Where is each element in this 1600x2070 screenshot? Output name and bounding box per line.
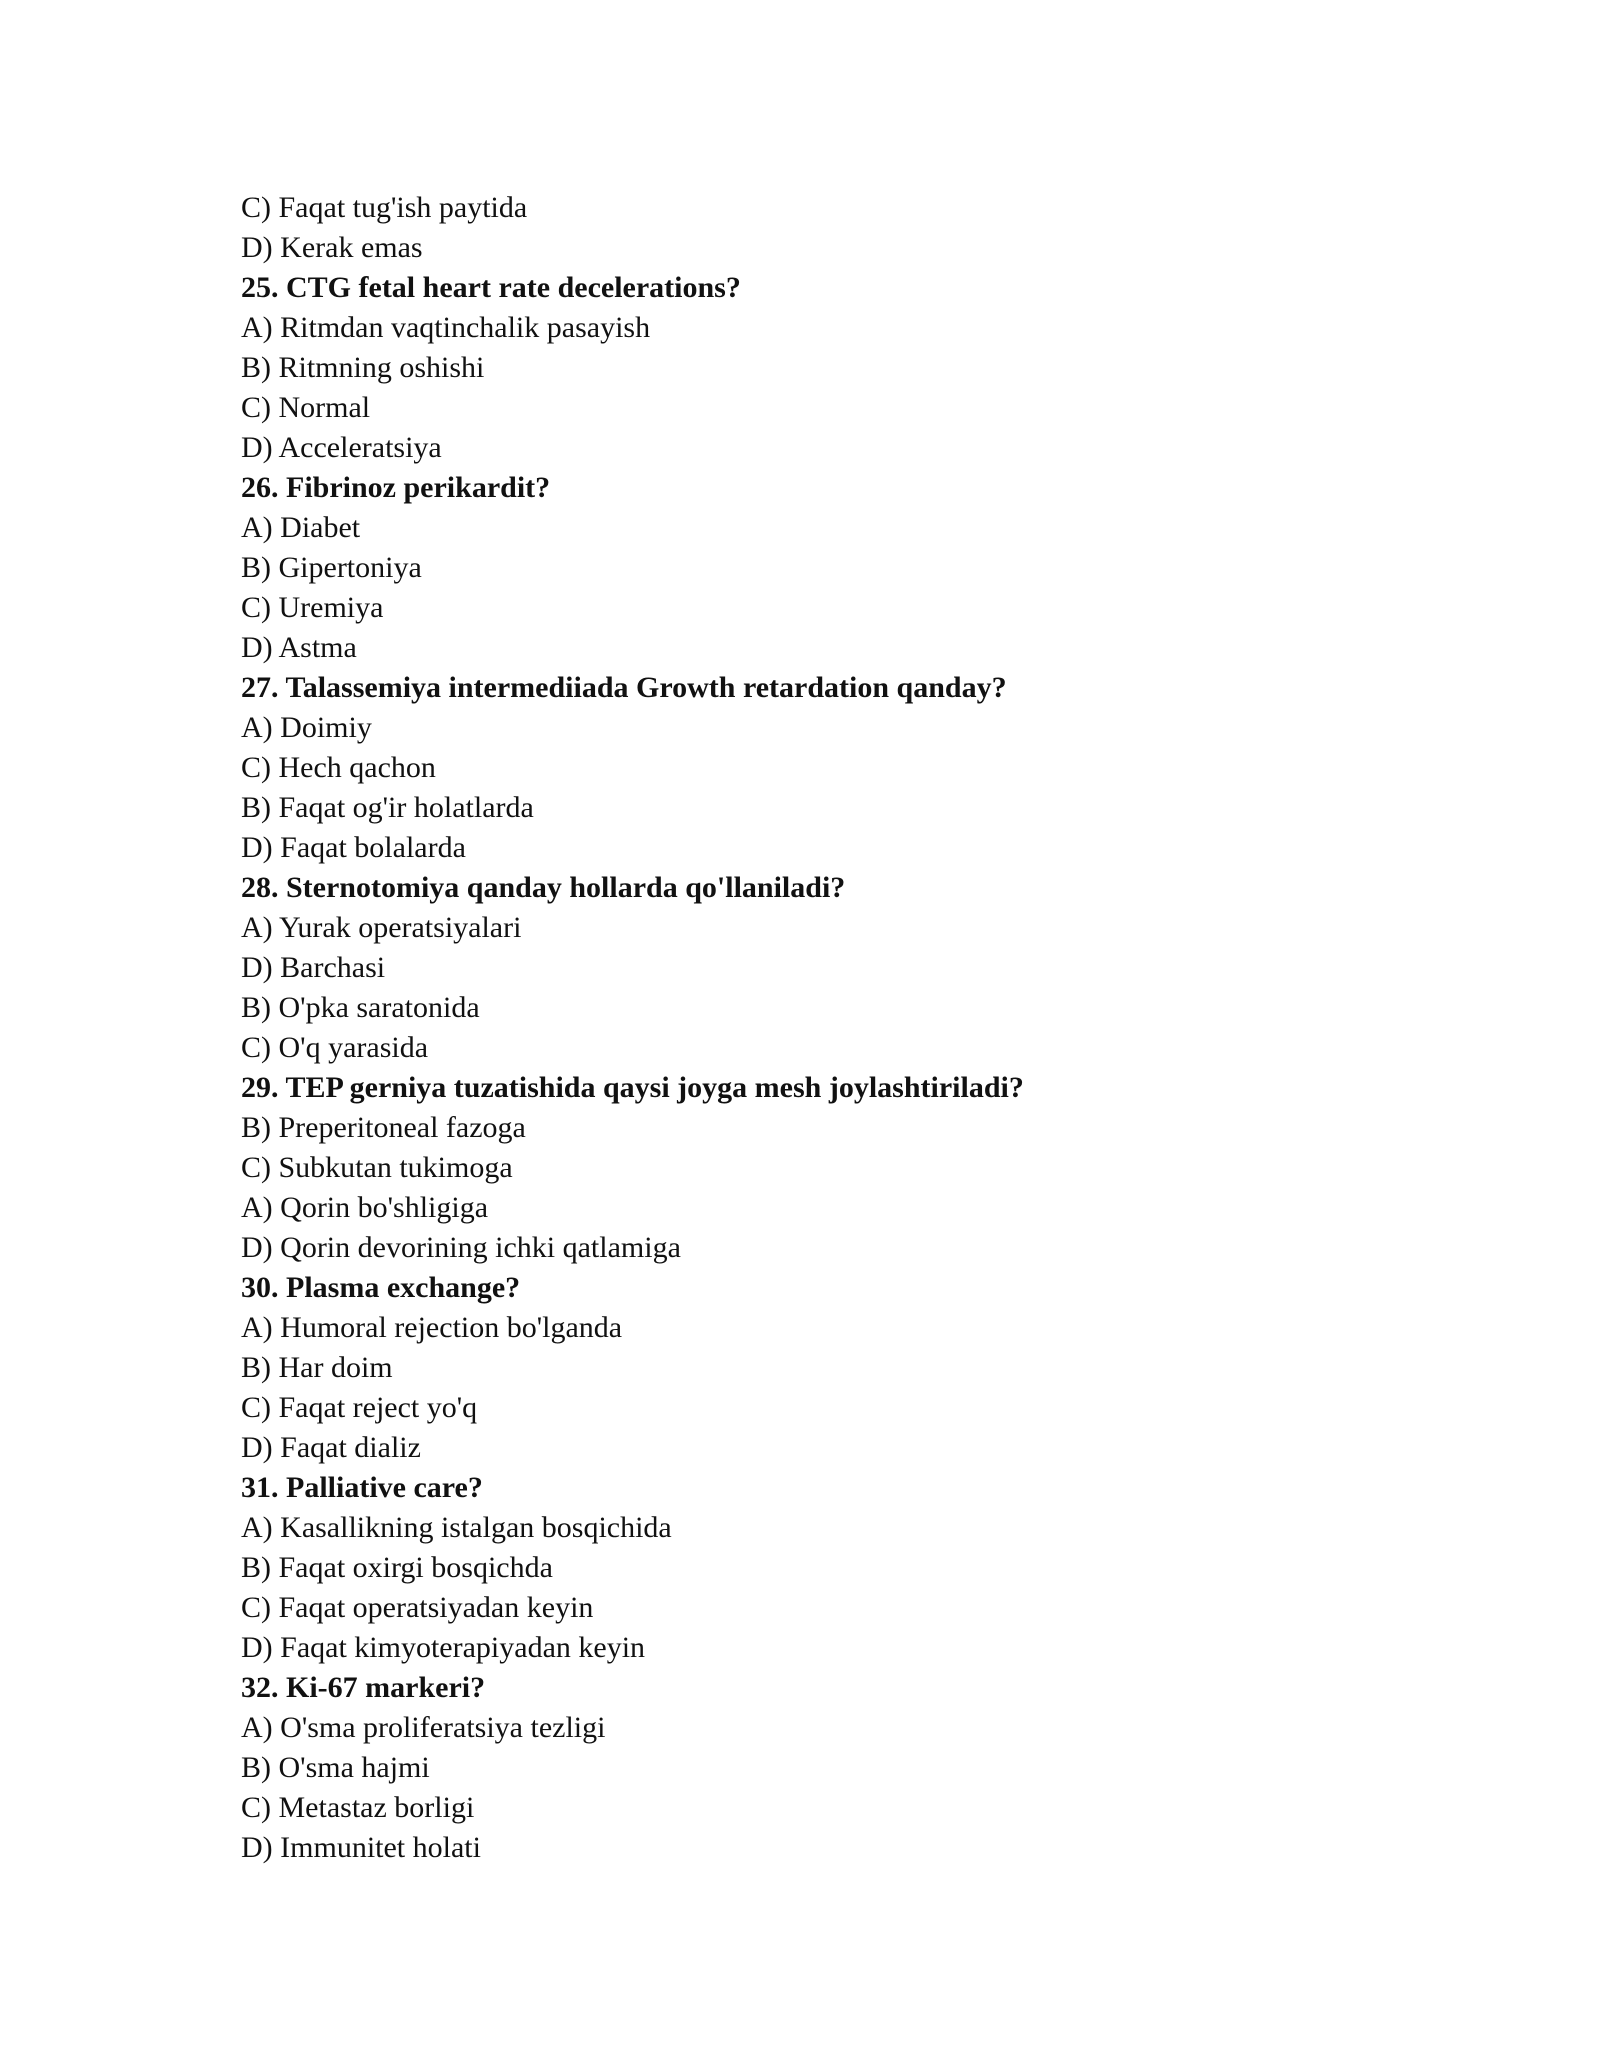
- answer-option: C) O'q yarasida: [241, 1031, 429, 1064]
- answer-option: A) Diabet: [241, 511, 361, 544]
- answer-option: B) Faqat oxirgi bosqichda: [241, 1551, 553, 1584]
- answer-option: C) Normal: [241, 391, 371, 424]
- answer-option: A) Kasallikning istalgan bosqichida: [241, 1511, 672, 1544]
- answer-option: A) Qorin bo'shligiga: [241, 1191, 489, 1224]
- answer-option: B) Faqat og'ir holatlarda: [241, 791, 534, 824]
- answer-option: A) Ritmdan vaqtinchalik pasayish: [241, 311, 651, 344]
- answer-option: C) Hech qachon: [241, 751, 436, 784]
- answer-option: D) Acceleratsiya: [241, 431, 442, 464]
- question-heading: 28. Sternotomiya qanday hollarda qo'llaniladi?: [241, 871, 846, 904]
- answer-option: C) Uremiya: [241, 591, 384, 624]
- answer-option: C) Metastaz borligi: [241, 1791, 475, 1824]
- answer-option: D) Faqat kimyoterapiyadan keyin: [241, 1631, 646, 1664]
- answer-option: A) Humoral rejection bo'lganda: [241, 1311, 623, 1344]
- question-heading: 31. Palliative care?: [241, 1471, 483, 1504]
- answer-option: D) Faqat dializ: [241, 1431, 421, 1464]
- document-page: [241, 188, 1441, 1868]
- question-heading: 27. Talassemiya intermediiada Growth retardation qanday?: [241, 671, 1007, 704]
- question-heading: 32. Ki-67 markeri?: [241, 1671, 486, 1704]
- answer-option: C) Subkutan tukimoga: [241, 1151, 513, 1184]
- answer-option: D) Astma: [241, 631, 357, 664]
- answer-option: C) Faqat operatsiyadan keyin: [241, 1591, 594, 1624]
- question-heading: 29. TEP gerniya tuzatishida qaysi joyga mesh joylashtiriladi?: [241, 1071, 1024, 1104]
- answer-option: D) Barchasi: [241, 951, 386, 984]
- answer-option: D) Faqat bolalarda: [241, 831, 466, 864]
- answer-option: D) Immunitet holati: [241, 1831, 481, 1864]
- question-heading: 25. CTG fetal heart rate decelerations?: [241, 271, 741, 304]
- answer-option: C) Faqat tug'ish paytida: [241, 191, 528, 224]
- answer-option: A) O'sma proliferatsiya tezligi: [241, 1711, 606, 1744]
- answer-option: B) Preperitoneal fazoga: [241, 1111, 526, 1144]
- answer-option: C) Faqat reject yo'q: [241, 1391, 478, 1424]
- answer-option: A) Doimiy: [241, 711, 372, 744]
- answer-option: B) O'sma hajmi: [241, 1751, 430, 1784]
- answer-option: B) Ritmning oshishi: [241, 351, 485, 384]
- answer-option: B) Gipertoniya: [241, 551, 422, 584]
- answer-option: B) O'pka saratonida: [241, 991, 480, 1024]
- question-heading: 26. Fibrinoz perikardit?: [241, 471, 551, 504]
- question-heading: 30. Plasma exchange?: [241, 1271, 521, 1304]
- answer-option: B) Har doim: [241, 1351, 393, 1384]
- answer-option: D) Kerak emas: [241, 231, 423, 264]
- answer-option: D) Qorin devorining ichki qatlamiga: [241, 1231, 681, 1264]
- answer-option: A) Yurak operatsiyalari: [241, 911, 522, 944]
